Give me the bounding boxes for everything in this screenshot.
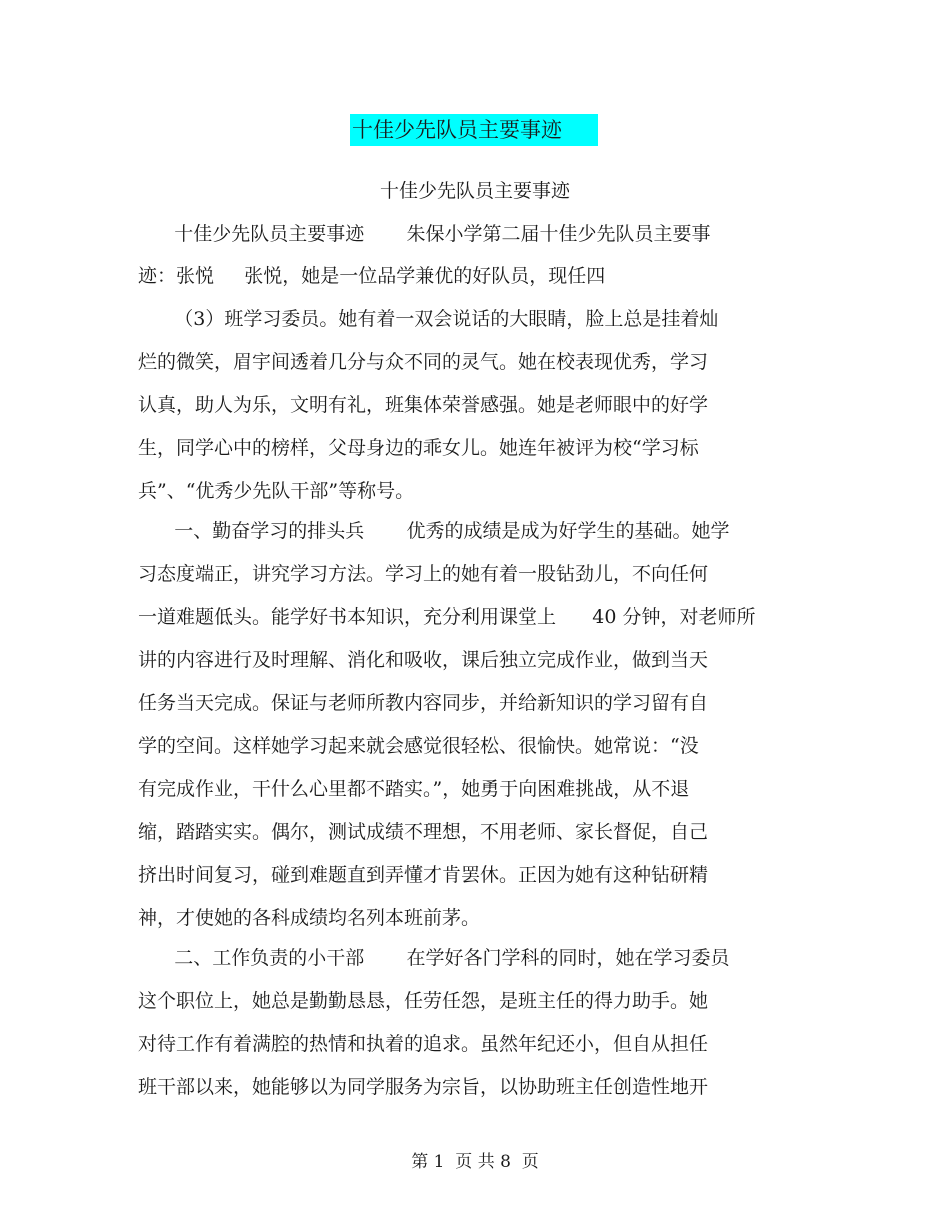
body-line: 二、工作负责的小干部 在学好各门学科的同时，她在学习委员 [138,947,730,969]
body-line: 挤出时间复习，碰到难题直到弄懂才肯罢休。正因为她有这种钻研精 [138,864,709,886]
body-line: 讲的内容进行及时理解、消化和吸收，课后独立完成作业，做到当天 [138,649,709,671]
body-line: 一、勤奋学习的排头兵 优秀的成绩是成为好学生的基础。她学 [138,520,730,542]
body-line: 生，同学心中的榜样，父母身边的乖女儿。她连年被评为校“学习标 [138,437,699,459]
body-line: 迹：张悦 张悦，她是一位品学兼优的好队员，现任四 [138,265,606,287]
body-line: 习态度端正，讲究学习方法。学习上的她有着一股钻劲儿，不向任何 [138,563,709,585]
body-line: 有完成作业，干什么心里都不踏实。”，她勇于向困难挑战，从不退 [138,778,690,800]
body-line: （3）班学习委员。她有着一双会说话的大眼睛，脸上总是挂着灿 [138,308,719,330]
body-line: 缩，踏踏实实。偶尔，测试成绩不理想，不用老师、家长督促，自己 [138,821,709,843]
body-line: 班干部以来，她能够以为同学服务为宗旨，以协助班主任创造性地开 [138,1076,709,1098]
body-line: 认真，助人为乐，文明有礼，班集体荣誉感强。她是老师眼中的好学 [138,394,709,416]
document-subtitle: 十佳少先队员主要事迹 [379,180,570,202]
page-number-footer: 第 1 页 共 8 页 [411,1152,539,1172]
body-line: 神，才使她的各科成绩均名列本班前茅。 [138,907,481,929]
body-line: 学的空间。这样她学习起来就会感觉很轻松、很愉快。她常说：“没 [138,735,699,757]
body-line: 对待工作有着满腔的热情和执着的追求。虽然年纪还小，但自从担任 [138,1033,709,1055]
body-line: 烂的微笑，眉宇间透着几分与众不同的灵气。她在校表现优秀，学习 [138,351,709,373]
document-title: 十佳少先队员主要事迹 [350,114,598,146]
body-line: 任务当天完成。保证与老师所教内容同步，并给新知识的学习留有自 [138,692,709,714]
body-line: 这个职位上，她总是勤勤恳恳，任劳任怨，是班主任的得力助手。她 [138,990,709,1012]
body-line: 兵”、“优秀少先队干部”等称号。 [138,480,415,502]
body-line: 十佳少先队员主要事迹 朱保小学第二届十佳少先队员主要事 [138,223,711,245]
body-line: 一道难题低头。能学好书本知识，充分利用课堂上 40 分钟，对老师所 [138,606,756,628]
